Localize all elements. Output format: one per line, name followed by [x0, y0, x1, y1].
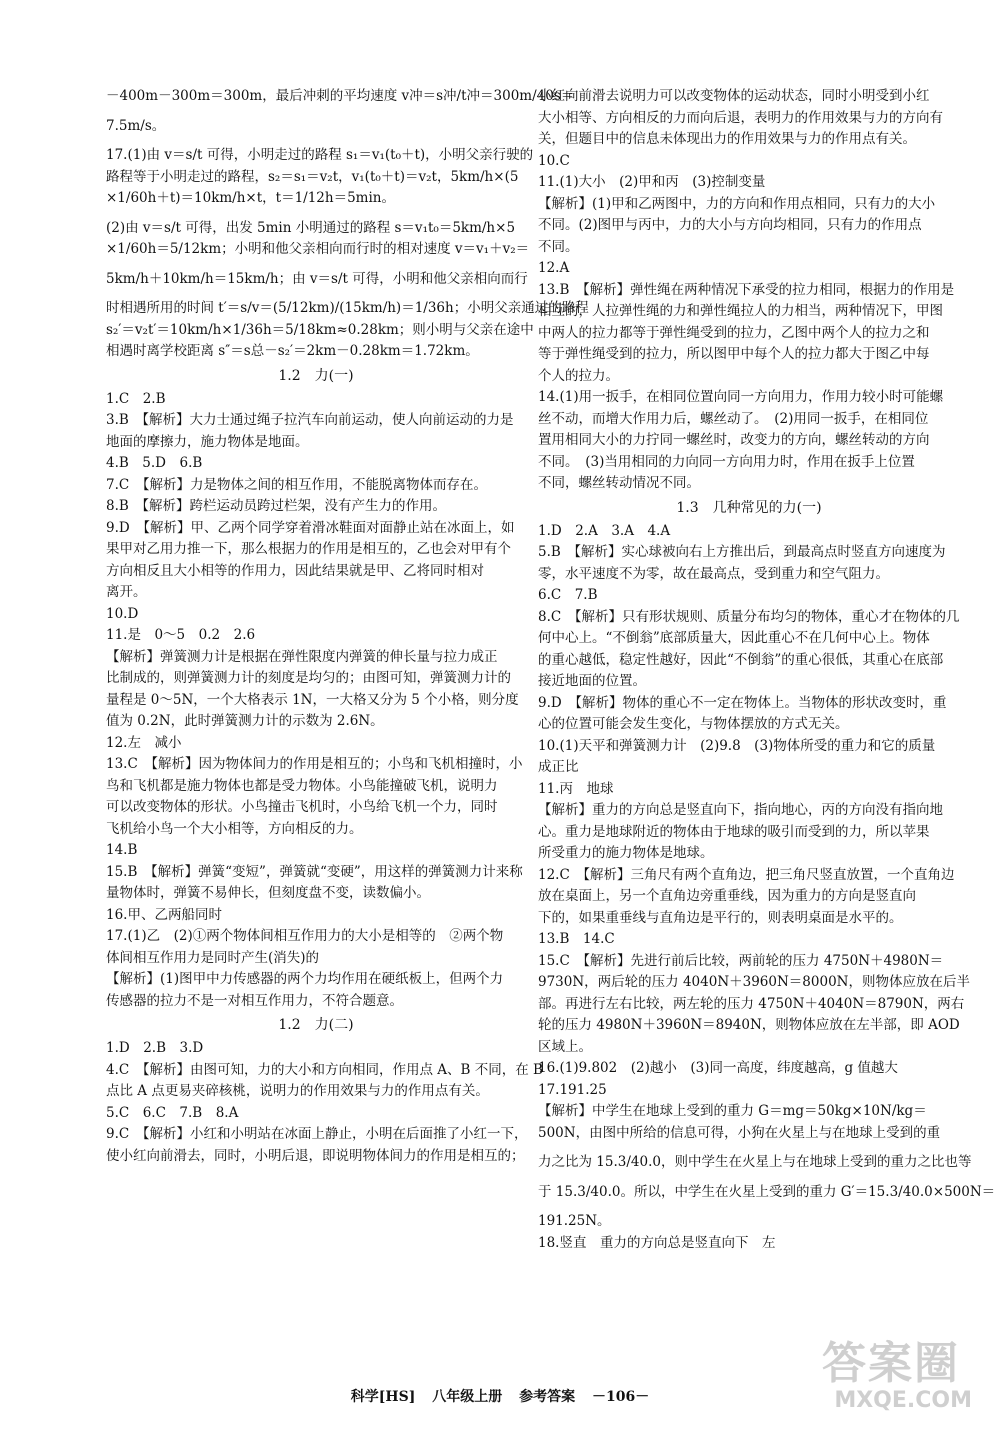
- text-line: 部。再进行左右比较，两左轮的压力 4750N＋4040N＝8790N，两右: [538, 995, 965, 1012]
- text-line: 191.25N。: [538, 1213, 611, 1229]
- text-line: 零，水平速度不为零，故在最高点，受到重力和空气阻力。: [538, 565, 889, 582]
- text-line: 不同。: [538, 238, 579, 255]
- text-line: 成正比: [538, 759, 579, 775]
- text-line: ×1/60h＝5/12km；小明和他父亲相向而行时的相对速度 v＝v₁＋v₂＝: [106, 241, 530, 257]
- text-line: 13.B 14.C: [538, 931, 615, 947]
- text-line: 方向相反且大小相等的作用力，因此结果就是甲、乙将同时相对: [106, 562, 484, 579]
- text-line: 大小相等、方向相反的力而向后退，表明力的作用效果与力的方向有: [538, 109, 943, 126]
- text-line: 9.C 【解析】小红和小明站在冰面上静止，小明在后面推了小红一下，: [106, 1126, 528, 1142]
- text-line: 11.(1)大小 (2)甲和丙 (3)控制变量: [538, 174, 766, 190]
- text-line: 飞机给小鸟一个大小相等，方向相反的力。: [106, 820, 363, 837]
- text-line: 5.B 【解析】实心球被向右上方推出后，到最高点时竖直方向速度为: [538, 544, 946, 560]
- line-spacer: [538, 1203, 960, 1211]
- text-line: 4.B 5.D 6.B: [106, 455, 203, 471]
- text-line: 值为 0.2N，此时弹簧测力计的示数为 2.6N。: [106, 713, 384, 729]
- section-title: 1.2 力(一): [278, 367, 354, 384]
- text-line: 11.是 0～5 0.2 2.6: [106, 627, 256, 643]
- text-line: 9.D 【解析】甲、乙两个同学穿着滑冰鞋面对面静止站在冰面上，如: [106, 519, 515, 536]
- text-line: 置用相同大小的力拧同一螺丝时，改变力的方向，螺丝转动的方向: [538, 432, 930, 448]
- text-line: 9730N，两后轮的压力 4040N＋3960N＝8000N，则物体应放在后半: [538, 974, 970, 990]
- text-line: 区域上。: [538, 1038, 592, 1055]
- text-line: 8.B 【解析】跨栏运动员跨过栏架，没有产生力的作用。: [106, 498, 447, 514]
- text-line: 16.甲、乙两船同时: [106, 906, 222, 923]
- text-line: 11.丙 地球: [538, 780, 614, 797]
- text-line: 放在桌面上，另一个直角边旁重垂线，因为重力的方向是竖直向: [538, 888, 916, 904]
- text-line: 果甲对乙用力推一下，那么根据力的作用是相互的，乙也会对甲有个: [106, 541, 511, 557]
- text-line: 力之比为 15.3/40.0，则中学生在火星上与在地球上受到的重力之比也等: [538, 1154, 972, 1170]
- text-line: 使小红向前滑去，同时，小明后退，即说明物体间力的作用是相互的；: [106, 1147, 525, 1164]
- text-line: 16.(1)9.802 (2)越小 (3)同一高度，纬度越高，g 值越大: [538, 1060, 898, 1076]
- text-line: 何中心上。“不倒翁”底部质量大，因此重心不在几何中心上。物体: [538, 630, 930, 646]
- section-title: 1.3 几种常见的力(一): [676, 499, 822, 516]
- text-line: 10.C: [538, 152, 570, 169]
- text-line: 5km/h＋10km/h＝15km/h；由 v＝s/t 可得，小明和他父亲相向而行: [106, 270, 528, 287]
- line-spacer: [106, 108, 526, 116]
- text-line: 心。重力是地球附近的物体由于地球的吸引而受到的力，所以苹果: [538, 823, 930, 840]
- footer-label: 参考答案: [519, 1389, 576, 1405]
- text-line: 14.B: [106, 842, 138, 858]
- text-line: 离开。: [106, 584, 147, 600]
- text-line: 鸟和飞机都是施力物体也都是受力物体。小鸟能撞破飞机，说明力: [106, 777, 498, 794]
- text-line: 量物体时，弹簧不易伸长，但刻度盘不变，读数偏小。: [106, 885, 430, 901]
- text-line: 7.C 【解析】力是物体之间的相互作用，不能脱离物体而存在。: [106, 476, 487, 493]
- text-line: 12.左 减小: [106, 734, 182, 751]
- text-line: 传感器的拉力不是一对相互作用力，不符合题意。: [106, 992, 403, 1009]
- text-line: 所受重力的施力物体是地球。: [538, 845, 714, 861]
- text-line: 相互的，人拉弹性绳的力和弹性绳拉人的力相当，两种情况下，甲图: [538, 303, 943, 319]
- footer-subject: 科学[HS]: [350, 1389, 416, 1405]
- text-line: 关，但题目中的信息未体现出力的作用效果与力的作用点有关。: [538, 131, 916, 147]
- text-line: 量程是 0～5N，一个大格表示 1N，一大格又分为 5 个小格，则分度: [106, 691, 519, 708]
- text-line: 相遇时离学校距离 s″＝s总－s₂′＝2km－0.28km＝1.72km。: [106, 343, 479, 359]
- text-line: 的重心越低，稳定性越好，因此“不倒翁”的重心很低，其重心在底部: [538, 651, 944, 668]
- right-column: [538, 86, 996, 1254]
- text-line: 不同。(2)图甲与丙中，力的大小与方向均相同，只有力的作用点: [538, 217, 922, 233]
- text-line: 个人的拉力。: [538, 367, 619, 384]
- text-line: 于 15.3/40.0。所以，中学生在火星上受到的重力 G′＝15.3/40.0×500N＝: [538, 1183, 996, 1200]
- text-line: 7.5m/s。: [106, 117, 166, 134]
- text-line: 17.191.25: [538, 1081, 607, 1098]
- text-line: 1.D 2.B 3.D: [106, 1040, 204, 1056]
- text-line: 5.C 6.C 7.B 8.A: [106, 1104, 239, 1121]
- text-line: 中两人的拉力都等于弹性绳受到的拉力，乙图中两个人的拉力之和: [538, 324, 930, 341]
- text-line: 等于弹性绳受到的拉力，所以图甲中每个人的拉力都大于图乙中每: [538, 346, 930, 362]
- text-line: 不同。 (3)当用相同的力向同一方向用力时，作用在扳手上位置: [538, 453, 915, 470]
- text-line: 【解析】(1)甲和乙两图中，力的方向和作用点相同，只有力的大小: [538, 195, 936, 212]
- text-line: 3.B 【解析】大力士通过绳子拉汽车向前运动，使人向前运动的力是: [106, 412, 514, 428]
- text-line: 可以改变物体的形状。小鸟撞击飞机时，小鸟给飞机一个力，同时: [106, 799, 498, 815]
- text-line: 18.竖直 重力的方向总是竖直向下 左: [538, 1234, 776, 1251]
- text-line: 点比 A 点更易夹碎核桃，说明力的作用效果与力的作用点有关。: [106, 1083, 489, 1099]
- watermark-text: 答案圈: [822, 1338, 960, 1389]
- watermark-url: MXQE.COM: [834, 1388, 972, 1413]
- text-line: 17.(1)由 v＝s/t 可得，小明走过的路程 s₁＝v₁(t₀＋t)，小明父亲行驶的: [106, 147, 534, 163]
- text-line: 10.(1)天平和弹簧测力计 (2)9.8 (3)物体所受的重力和它的质量: [538, 737, 936, 754]
- text-line: 【解析】弹簧测力计是根据在弹性限度内弹簧的伸长量与拉力成正: [106, 648, 498, 665]
- text-line: 9.D 【解析】物体的重心不一定在物体上。当物体的形状改变时，重: [538, 694, 947, 711]
- text-line: 比制成的，则弹簧测力计的刻度是均匀的；由图可知，弹簧测力计的: [106, 670, 511, 686]
- text-line: 时相遇所用的时间 t′＝s/v＝(5/12km)/(15km/h)＝1/36h；小明父亲通过的路程: [106, 300, 589, 316]
- text-line: (2)由 v＝s/t 可得，出发 5min 小明通过的路程 s＝v₁t₀＝5km/h×5: [106, 219, 516, 236]
- watermark-logo: [822, 1340, 972, 1420]
- text-line: 8.C 【解析】只有形状规则、质量分布均匀的物体，重心才在物体的几: [538, 608, 960, 625]
- text-line: 6.C 7.B: [538, 587, 598, 603]
- text-line: ×1/60h＋t)＝10km/h×t，t＝1/12h＝5min。: [106, 190, 395, 206]
- line-spacer: [106, 261, 526, 269]
- text-line: 1.C 2.B: [106, 390, 166, 407]
- line-spacer: [106, 210, 526, 218]
- text-line: 丝不动，而增大作用力后，螺丝动了。 (2)用同一扳手，在相同位: [538, 410, 929, 427]
- text-line: －400m－300m＝300m，最后冲刺的平均速度 v冲＝s冲/t冲＝300m/40s＝: [106, 88, 575, 104]
- text-line: 15.C 【解析】先进行前后比较，两前轮的压力 4750N＋4980N＝: [538, 952, 944, 969]
- text-line: 地面的摩擦力，施力物体是地面。: [106, 433, 309, 450]
- text-line: 【解析】(1)图甲中力传感器的两个力均作用在硬纸板上，但两个力: [106, 971, 504, 987]
- text-line: 13.B 【解析】弹性绳在两种情况下承受的拉力相同，根据力的作用是: [538, 281, 955, 298]
- text-line: 1.D 2.A 3.A 4.A: [538, 522, 671, 539]
- text-line: 13.C 【解析】因为物体间力的作用是相互的；小鸟和飞机相撞时，小: [106, 756, 523, 772]
- text-line: 4.C 【解析】由图可知，力的大小和方向相同，作用点 A、B 不同，在 B: [106, 1061, 543, 1078]
- line-spacer: [106, 137, 526, 145]
- line-spacer: [538, 1174, 960, 1182]
- text-line: 【解析】中学生在地球上受到的重力 G＝mg＝50kg×10N/kg＝: [538, 1103, 927, 1119]
- text-line: 17.(1)乙 (2)①两个物体间相互作用力的大小是相等的 ②两个物: [106, 928, 504, 944]
- line-spacer: [106, 290, 526, 298]
- text-line: 轮的压力 4980N＋3960N＝8940N，则物体应放在左半部，即 AOD: [538, 1017, 960, 1033]
- footer-grade: 八年级上册: [432, 1389, 503, 1405]
- line-spacer: [538, 1144, 960, 1152]
- text-line: 10.D: [106, 605, 139, 622]
- text-line: 14.(1)用一扳手，在相同位置向同一方向用力，作用力较小时可能螺: [538, 389, 944, 405]
- text-line: 下的，如果重垂线与直角边是平行的，则表明桌面是水平的。: [538, 909, 903, 926]
- text-line: 500N，由图中所给的信息可得，小狗在火星上与在地球上受到的重: [538, 1124, 941, 1141]
- section-title: 1.2 力(二): [278, 1017, 354, 1033]
- text-line: 心的位置可能会发生变化，与物体摆放的方式无关。: [538, 716, 849, 732]
- text-line: 【解析】重力的方向总是竖直向下，指向地心，丙的方向没有指向地: [538, 802, 943, 818]
- text-line: 12.A: [538, 260, 570, 276]
- text-line: 12.C 【解析】三角尺有两个直角边，把三角尺竖直放置，一个直角边: [538, 866, 955, 883]
- text-line: 体间相互作用力是同时产生(消失)的: [106, 949, 320, 966]
- text-line: 不同，螺丝转动情况不同。: [538, 475, 700, 491]
- text-line: 小红向前滑去说明力可以改变物体的运动状态，同时小明受到小红: [538, 88, 930, 104]
- footer-page-number: －106－: [591, 1389, 650, 1405]
- text-line: 15.B 【解析】弹簧“变短”，弹簧就“变硬”，用这样的弹簧测力计来称: [106, 863, 523, 880]
- text-line: s₂′＝v₂t′＝10km/h×1/36h＝5/18km≈0.28km；则小明与父亲在途中: [106, 321, 534, 338]
- text-line: 路程等于小明走过的路程，s₂＝s₁＝v₂t，v₁(t₀＋t)＝v₂t，5km/h×(5: [106, 168, 519, 185]
- text-line: 接近地面的位置。: [538, 673, 646, 689]
